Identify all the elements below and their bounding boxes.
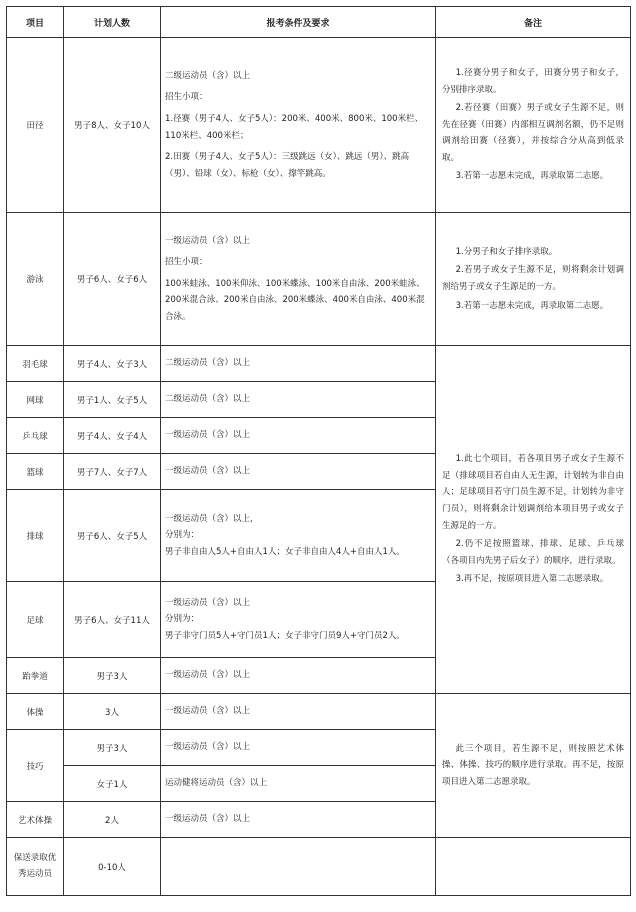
requirements-cell xyxy=(161,38,436,213)
note-paragraph: 2.仍不足按照篮球、排球、足球、乒乓球（各项目内先男子后女子）的顺序，进行录取。 xyxy=(442,539,624,566)
table-row xyxy=(7,694,631,730)
admissions-table xyxy=(6,6,631,896)
req-line: 100米蛙泳、100米仰泳、100米蝶泳、100米自由泳、200米蛙泳、200米混合泳、200米自由泳、200米蝶泳、400米自由泳、400米混合泳。 xyxy=(165,278,425,322)
notes-cell xyxy=(436,838,631,896)
req-line: 男子非守门员5人+守门员1人；女子非守门员9人+守门员2人。 xyxy=(165,630,405,641)
notes-cell-ball-group xyxy=(436,346,631,694)
requirements-cell: 一级运动员（含）以上 xyxy=(161,418,436,454)
req-line: 分别为： xyxy=(165,614,200,625)
quota-cell: 男子3人 xyxy=(64,658,161,694)
quota-cell: 男子4人、女子3人 xyxy=(64,346,161,382)
project-cell: 艺术体操 xyxy=(7,802,64,838)
note-paragraph: 此三个项目，若生源不足，则按照艺术体操、体操、技巧的顺序进行录取。再不足，按原项目进入第二志愿录取。 xyxy=(442,743,624,787)
quota-cell: 3人 xyxy=(64,694,161,730)
project-cell: 篮球 xyxy=(7,454,64,490)
quota-cell: 男子7人、女子7人 xyxy=(64,454,161,490)
table-row xyxy=(7,346,631,382)
project-cell: 乒乓球 xyxy=(7,418,64,454)
project-cell: 保送录取优秀运动员 xyxy=(7,838,64,896)
quota-cell: 0-10人 xyxy=(64,838,161,896)
quota-cell: 男子6人、女子5人 xyxy=(64,490,161,582)
project-cell: 跆拳道 xyxy=(7,658,64,694)
quota-cell: 男子8人、女子10人 xyxy=(64,38,161,213)
requirements-cell: 一级运动员（含）以上 xyxy=(161,730,436,766)
note-paragraph: 3.若第一志愿未完成，再录取第二志愿。 xyxy=(455,171,609,182)
req-line: 招生小项： xyxy=(165,257,208,268)
project-cell: 体操 xyxy=(7,694,64,730)
req-line: 二级运动员（含）以上 xyxy=(165,70,251,81)
header-project: 项目 xyxy=(7,7,64,38)
header-requirements: 报考条件及要求 xyxy=(161,7,436,38)
quota-cell: 2人 xyxy=(64,802,161,838)
requirements-cell xyxy=(161,582,436,658)
requirements-cell: 二级运动员（含）以上 xyxy=(161,346,436,382)
quota-cell: 男子1人、女子5人 xyxy=(64,382,161,418)
header-notes: 备注 xyxy=(436,7,631,38)
quota-cell: 女子1人 xyxy=(64,766,161,802)
requirements-cell xyxy=(161,213,436,346)
note-paragraph: 1.分男子和女子排序录取。 xyxy=(455,246,558,257)
req-line: 2.田赛（男子4人、女子5人）：三级跳远（女）、跳远（男）、跳高（男）、铅球（女）、标枪（女）、撑竿跳高。 xyxy=(165,152,410,179)
header-quota: 计划人数 xyxy=(64,7,161,38)
project-cell: 羽毛球 xyxy=(7,346,64,382)
note-paragraph: 2.若男子或女子生源不足，则将剩余计划调剂给男子或女子生源足的一方。 xyxy=(442,265,624,292)
requirements-cell: 二级运动员（含）以上 xyxy=(161,382,436,418)
project-cell: 游泳 xyxy=(7,213,64,346)
notes-cell xyxy=(436,213,631,346)
notes-cell-gym-group xyxy=(436,694,631,838)
requirements-cell: 一级运动员（含）以上 xyxy=(161,802,436,838)
note-paragraph: 3.若第一志愿未完成，再录取第二志愿。 xyxy=(455,300,609,311)
project-cell: 网球 xyxy=(7,382,64,418)
table-row xyxy=(7,38,631,213)
requirements-cell: 一级运动员（含）以上 xyxy=(161,694,436,730)
header-row xyxy=(7,7,631,38)
notes-cell xyxy=(436,38,631,213)
note-paragraph: 2.若径赛（田赛）男子或女子生源不足，则先在径赛（田赛）内部相互调剂名额，仍不足则调剂给田赛（径赛），并按综合分从高到低录取。 xyxy=(442,103,624,163)
req-line: 一级运动员（含）以上 xyxy=(165,597,251,608)
req-line: 1.径赛（男子4人、女子5人）：200米、400米、800米、100米栏、110米栏、400米栏； xyxy=(165,113,424,141)
quota-cell: 男子3人 xyxy=(64,730,161,766)
note-paragraph: 1.此七个项目，若各项目男子或女子生源不足（排球项目若自由人无生源，计划转为非自由人；足球项目若守门员生源不足，计划转为非守门员），则将剩余计划调剂给本项目男子或女子生源足的一方。 xyxy=(442,454,624,531)
quota-cell: 男子6人、女子6人 xyxy=(64,213,161,346)
project-cell: 田径 xyxy=(7,38,64,213)
req-line: 男子非自由人5人+自由人1人；女子非自由人4人+自由人1人。 xyxy=(165,546,405,557)
quota-cell: 男子6人、女子11人 xyxy=(64,582,161,658)
req-line: 一级运动员（含）以上 xyxy=(165,235,251,246)
quota-cell: 男子4人、女子4人 xyxy=(64,418,161,454)
table-row xyxy=(7,213,631,346)
requirements-cell: 运动健将运动员（含）以上 xyxy=(161,766,436,802)
project-cell: 排球 xyxy=(7,490,64,582)
project-cell: 技巧 xyxy=(7,730,64,802)
requirements-cell xyxy=(161,490,436,582)
note-paragraph: 3.再不足，按原项目进入第二志愿录取。 xyxy=(455,574,609,585)
requirements-cell: 一级运动员（含）以上 xyxy=(161,454,436,490)
req-line: 一级运动员（含）以上， xyxy=(165,513,259,524)
req-line: 招生小项： xyxy=(165,92,208,103)
project-cell: 足球 xyxy=(7,582,64,658)
note-paragraph: 1.径赛分男子和女子，田赛分男子和女子，分别排序录取。 xyxy=(442,68,624,95)
table-row xyxy=(7,838,631,896)
req-line: 分别为： xyxy=(165,530,200,541)
requirements-cell: 一级运动员（含）以上 xyxy=(161,658,436,694)
requirements-cell xyxy=(161,838,436,896)
